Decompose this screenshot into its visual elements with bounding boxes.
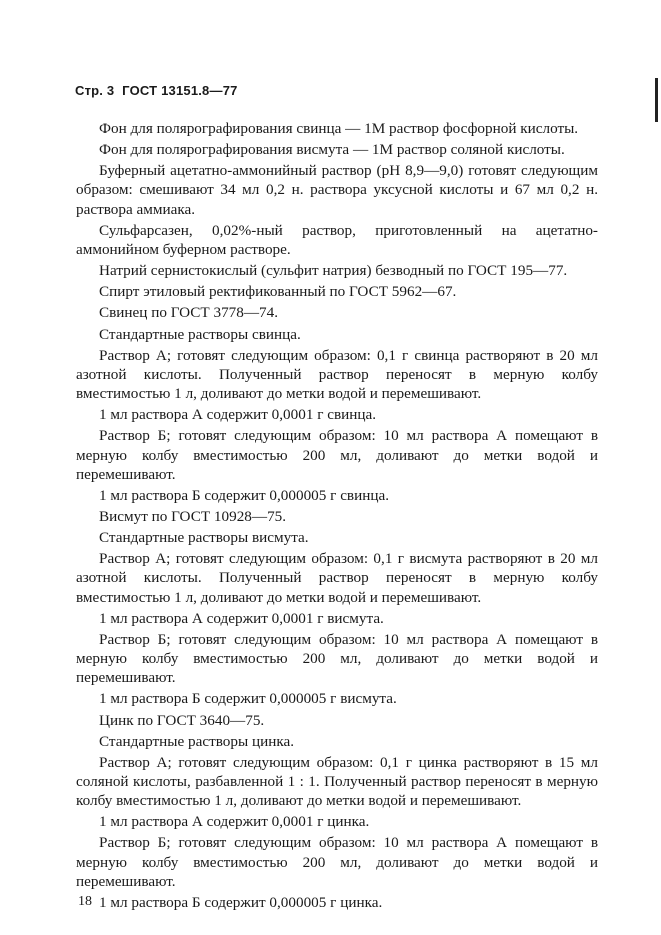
paragraph-ethyl-alcohol: Спирт этиловый ректификованный по ГОСТ 5962—67. — [99, 283, 457, 301]
paragraph-sulfarsazen: Сульфарсазен, 0,02%-ный раствор, приготовленный на ацетатно-аммонийном буферном растворе. — [76, 221, 598, 258]
paragraph-zinc-solution-a-content: 1 мл раствора А содержит 0,0001 г цинка. — [99, 813, 370, 831]
paragraph-lead-background: Фон для полярографирования свинца — 1М раствор фосфорной кислоты. — [99, 120, 579, 137]
paragraph-zinc-solution-a: Раствор А; готовят следующим образом: 0,1 г цинка растворяют в 15 мл соляной кислоты, разбавленной 1 : 1. Полученный раствор переносят в мерную колбу вместимостью 1 л, доливают до метки водой и перемешивают. — [76, 753, 598, 810]
paragraph-zinc-standard: Цинк по ГОСТ 3640—75. — [99, 711, 265, 729]
paragraph-lead-solution-b-content: 1 мл раствора Б содержит 0,000005 г свинца. — [99, 486, 390, 504]
standard-number: ГОСТ 13151.8—77 — [122, 83, 238, 98]
paragraph-bismuth-solutions-heading: Стандартные растворы висмута. — [99, 529, 309, 547]
paragraph-bismuth-standard: Висмут по ГОСТ 10928—75. — [99, 507, 287, 525]
paragraph-zinc-solution-b-content: 1 мл раствора Б содержит 0,000005 г цинка. — [99, 893, 383, 911]
paragraph-bismuth-solution-a: Раствор А; готовят следующим образом: 0,1 г висмута растворяют в 20 мл азотной кислоты. Полученный раствор переносят в мерную колбу вместимостью 1 л, доливают до метки водой и перемешивают. — [76, 550, 598, 606]
paragraph-zinc-solution-b: Раствор Б; готовят следующим образом: 10 мл раствора А помещают в мерную колбу вместимостью 200 мл, доливают до метки водой и перемешивают. — [76, 834, 598, 890]
page-label: Стр. 3 — [75, 83, 115, 98]
page-header — [75, 83, 238, 99]
paragraph-sodium-sulfite: Натрий сернистокислый (сульфит натрия) безводный по ГОСТ 195—77. — [99, 262, 568, 280]
paragraph-lead-solutions-heading: Стандартные растворы свинца. — [99, 325, 301, 343]
paragraph-bismuth-solution-a-content: 1 мл раствора А содержит 0,0001 г висмута. — [99, 609, 384, 627]
paragraph-bismuth-solution-b-content: 1 мл раствора Б содержит 0,000005 г висмута. — [99, 690, 397, 708]
paragraph-lead-solution-b: Раствор Б; готовят следующим образом: 10 мл раствора А помещают в мерную колбу вместимостью 200 мл, доливают до метки водой и перемешивают. — [76, 427, 598, 483]
paragraph-lead-solution-a-content: 1 мл раствора А содержит 0,0001 г свинца. — [99, 406, 377, 424]
page-number: 18 — [78, 894, 92, 909]
paragraph-buffer-solution: Буферный ацетатно-аммонийный раствор (рН 8,9—9,0) готовят следующим образом: смешивают 34 мл 0,2 н. раствора уксусной кислоты и 67 мл 0,2 н. раствора аммиака. — [76, 162, 598, 218]
paragraph-lead-solution-a: Раствор А; готовят следующим образом: 0,1 г свинца растворяют в 20 мл азотной кислоты. Полученный раствор переносят в мерную колбу вместимостью 1 л, доливают до метки водой и перемешивают. — [76, 346, 598, 403]
scan-edge-mark — [655, 78, 658, 122]
paragraph-bismuth-solution-b: Раствор Б; готовят следующим образом: 10 мл раствора А помещают в мерную колбу вместимостью 200 мл, доливают до метки водой и перемешивают. — [76, 630, 598, 687]
paragraph-bismuth-background: Фон для полярографирования висмута — 1М раствор соляной кислоты. — [99, 141, 565, 159]
paragraph-lead-standard: Свинец по ГОСТ 3778—74. — [99, 304, 279, 322]
document-body — [76, 119, 598, 912]
paragraph-zinc-solutions-heading: Стандартные растворы цинка. — [99, 732, 295, 750]
